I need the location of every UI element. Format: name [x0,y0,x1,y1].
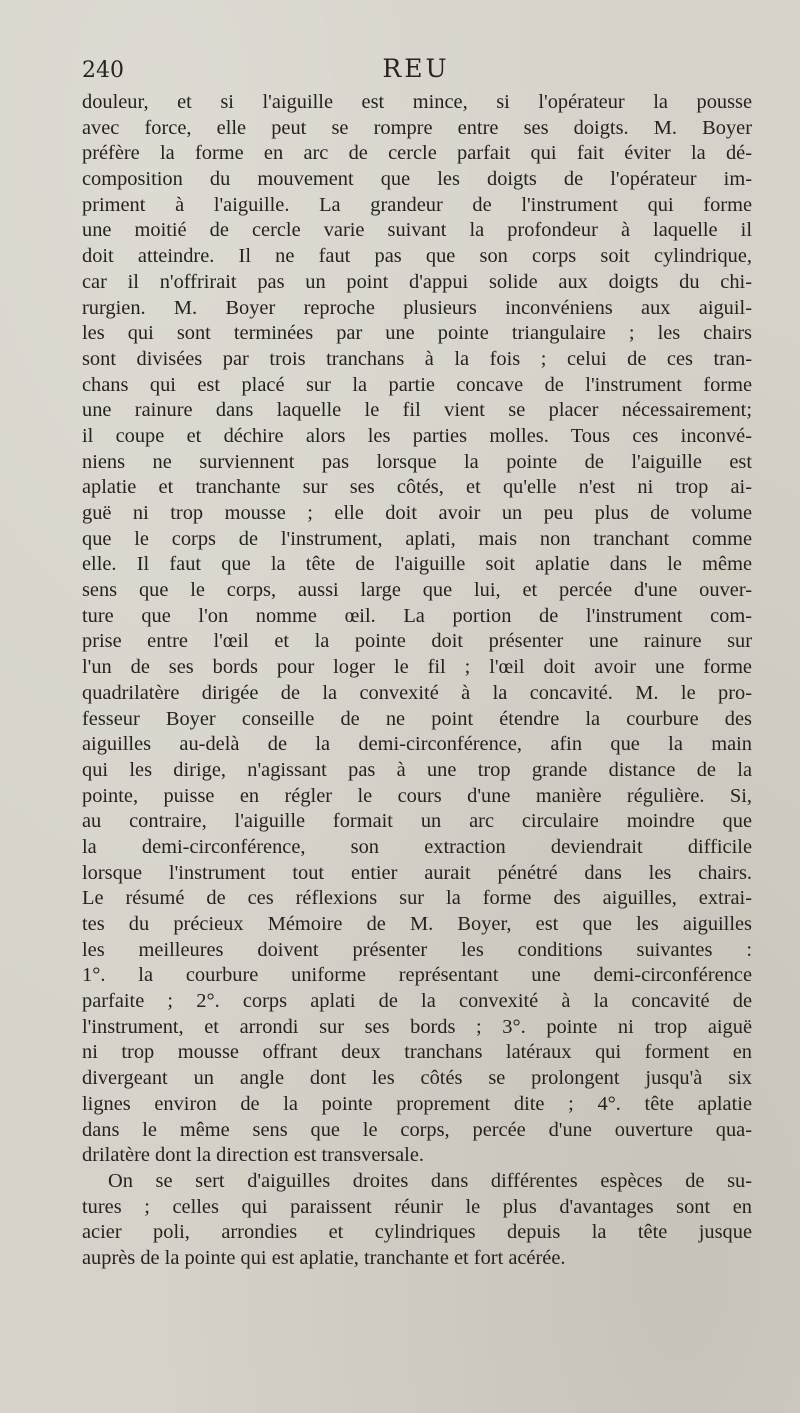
text-line: car il n'offrirait pas un point d'appui solide aux doigts du chi- [82,270,752,293]
text-line: fesseur Boyer conseille de ne point étendre la courbure des [82,707,752,730]
text-line: elle. Il faut que la tête de l'aiguille soit aplatie dans le même [82,553,752,576]
text-line: On se sert d'aiguilles droites dans différentes espèces de su- [108,1169,752,1192]
text-line: lorsque l'instrument tout entier aurait pénétré dans les chairs. [82,861,752,884]
text-line: 1°. la courbure uniforme représentant une demi-circonférence [82,964,752,987]
text-line: sens que le corps, aussi large que lui, et percée d'une ouver- [82,579,752,602]
text-line: que le corps de l'instrument, aplati, mais non tranchant comme [82,527,752,550]
text-line: doit atteindre. Il ne faut pas que son corps soit cylindrique, [82,245,752,268]
text-line: divergeant un angle dont les côtés se prolongent jusqu'à six [82,1067,752,1090]
text-line: au contraire, l'aiguille formait un arc circulaire moindre que [82,810,752,833]
text-line: une rainure dans laquelle le fil vient se placer nécessairement; [82,399,752,422]
text-line: acier poli, arrondies et cylindriques depuis la tête jusque [82,1221,752,1244]
paragraph [82,90,752,1169]
text-line: Le résumé de ces réflexions sur la forme des aiguilles, extrai- [82,887,752,910]
text-line: les qui sont terminées par une pointe triangulaire ; les chairs [82,322,752,345]
text-line: auprès de la pointe qui est aplatie, tranchante et fort acérée. [82,1246,566,1269]
body-text [82,90,752,1272]
text-line: la demi-circonférence, son extraction deviendrait difficile [82,835,752,858]
text-line: ture que l'on nomme œil. La portion de l'instrument com- [82,604,752,627]
text-line: sont divisées par trois tranchans à la fois ; celui de ces tran- [82,347,752,370]
text-line: les meilleures doivent présenter les conditions suivantes : [82,938,752,961]
text-line: lignes environ de la pointe proprement dite ; 4°. tête aplatie [82,1092,752,1115]
text-line: l'instrument, et arrondi sur ses bords ; 3°. pointe ni trop aiguë [82,1015,752,1038]
text-line: guë ni trop mousse ; elle doit avoir un peu plus de volume [82,502,752,524]
paragraph [82,1169,752,1272]
text-line: il coupe et déchire alors les parties molles. Tous ces inconvé- [82,424,752,447]
text-line: douleur, et si l'aiguille est mince, si l'opérateur la pousse [82,91,752,113]
text-line: parfaite ; 2°. corps aplati de la convexité à la concavité de [82,990,752,1013]
text-line: tures ; celles qui paraissent réunir le plus d'avantages sont en [82,1195,752,1218]
text-line: quadrilatère dirigée de la convexité à la concavité. M. le pro- [82,681,752,704]
text-line: rurgien. M. Boyer reproche plusieurs inconvéniens aux aiguil- [82,296,752,319]
text-line: pointe, puisse en régler le cours d'une manière régulière. Si, [82,784,752,807]
page-number: 240 [82,58,124,83]
text-line: niens ne surviennent pas lorsque la pointe de l'aiguille est [82,450,752,473]
running-title: REU [382,54,450,83]
text-line: prise entre l'œil et la pointe doit présenter une rainure sur [82,630,752,653]
text-line: l'un de ses bords pour loger le fil ; l'œil doit avoir une forme [82,656,752,679]
text-line: aiguilles au-delà de la demi-circonférence, afin que la main [82,733,752,756]
text-line: ni trop mousse offrant deux tranchans latéraux qui forment en [82,1041,752,1064]
text-line: avec force, elle peut se rompre entre ses doigts. M. Boyer [82,116,752,139]
text-line: chans qui est placé sur la partie concave de l'instrument forme [82,373,752,396]
text-line: priment à l'aiguille. La grandeur de l'instrument qui forme [82,193,752,216]
text-line: préfère la forme en arc de cercle parfait qui fait éviter la dé- [82,142,752,165]
text-line: qui les dirige, n'agissant pas à une trop grande distance de la [82,758,752,781]
text-line: dans le même sens que le corps, percée d'une ouverture qua- [82,1118,752,1141]
text-line: drilatère dont la direction est transversale. [82,1144,424,1167]
text-line: tes du précieux Mémoire de M. Boyer, est que les aiguilles [82,913,752,935]
text-line: aplatie et tranchante sur ses côtés, et qu'elle n'est ni trop ai- [82,476,752,499]
text-line: une moitié de cercle varie suivant la profondeur à laquelle il [82,219,752,242]
page-header [82,52,750,86]
text-line: composition du mouvement que les doigts de l'opérateur im- [82,168,752,191]
